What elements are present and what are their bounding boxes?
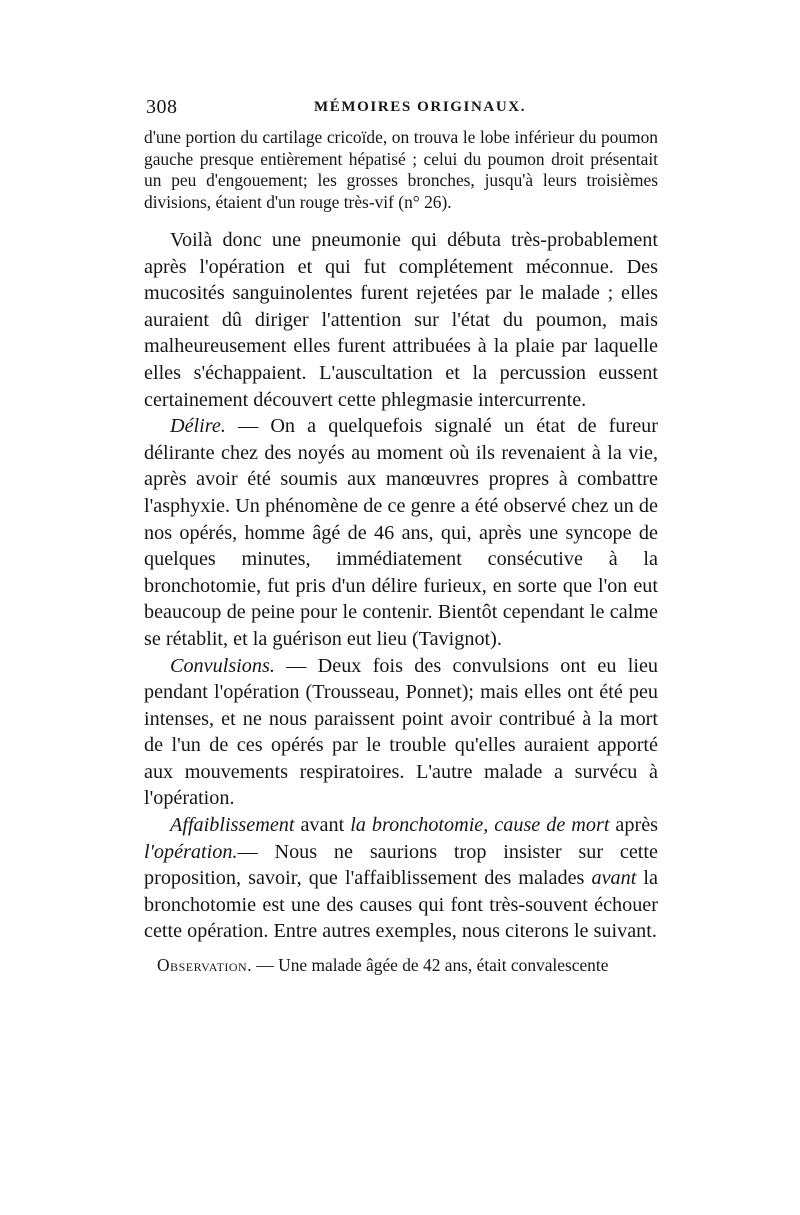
weakness-italic-b: la bronchotomie, cause de mort bbox=[350, 814, 610, 837]
paragraph-delirium bbox=[144, 413, 658, 652]
weakness-text-a: avant bbox=[294, 814, 351, 837]
paragraph-pneumonia: Voilà donc une pneumonie qui débuta très-probablement après l'opération et qui fut complétement méconnue. Des mucosités sanguinolentes furent rejetées par le malade ; elles auraient dû diriger l'attention sur l'état du poumon, mais malheureusement elles furent attribuées à la plaie par laquelle elles s'échappaient. L'auscultation et la percussion eussent certainement découvert cette phlegmasie intercurrente. bbox=[144, 229, 658, 411]
section-title-delirium: Délire. bbox=[170, 415, 226, 438]
paragraph-convulsions-text: — Deux fois des convulsions ont eu lieu pendant l'opération (Trousseau, Ponnet); mais elles ont été peu intenses, et ne nous paraissent point avoir contribué à la mort de l'un de ces opérés par le trouble qu'elles auraient apporté aux mouvements respiratoires. L'autre malade a survécu à l'opération. bbox=[144, 654, 658, 810]
paragraph-observation bbox=[144, 954, 658, 976]
weakness-italic-d: avant bbox=[591, 867, 637, 890]
paragraph-delirium-text: — On a quelquefois signalé un état de fureur délirante chez des noyés au moment où ils revenaient à la vie, après avoir été soumis aux manœuvres propres à combattre l'asphyxie. Un phénomène de ce genre a été observé chez un de nos opérés, homme âgé de 46 ans, qui, après une syncope de quelques minutes, immédiatement consécutive à la bronchotomie, fut pris d'un délire furieux, en sorte que l'on eut beaucoup de peine pour le contenir. Bientôt cependant le calme se rétablit, et la guérison eut lieu (Tavignot). bbox=[144, 415, 658, 650]
weakness-text-b: après bbox=[609, 814, 659, 837]
running-title: MÉMOIRES ORIGINAUX. bbox=[314, 99, 527, 115]
weakness-text-d: la bronchotomie est une des causes qui font très-souvent échouer cette opération. Entre autres exemples, nous citerons le suivant. bbox=[144, 867, 658, 943]
weakness-text-c: — Nous ne saurions trop insister sur cette proposition, savoir, que l'affaiblissement des malades bbox=[144, 840, 658, 890]
paragraph-autopsy-continuation: d'une portion du cartilage cricoïde, on trouva le lobe inférieur du poumon gauche presque entièrement hépatisé ; celui du poumon droit présentait un peu d'engouement; les grosses bronches, jusqu'à leurs troisièmes divisions, étaient d'un rouge très-vif (n° 26). bbox=[144, 127, 658, 212]
observation-text: — Une malade âgée de 42 ans, était convalescente bbox=[252, 955, 609, 976]
paragraph-weakness bbox=[144, 812, 658, 945]
page-number: 308 bbox=[146, 96, 178, 118]
paragraph-convulsions bbox=[144, 653, 658, 813]
weakness-italic-c: l'opération. bbox=[144, 840, 238, 863]
page-header bbox=[146, 96, 658, 120]
body-text bbox=[144, 127, 658, 976]
observation-label: Observation. bbox=[157, 955, 253, 976]
section-title-convulsions: Convulsions. bbox=[170, 654, 275, 677]
section-title-weakness: Affaiblissement bbox=[170, 814, 295, 837]
